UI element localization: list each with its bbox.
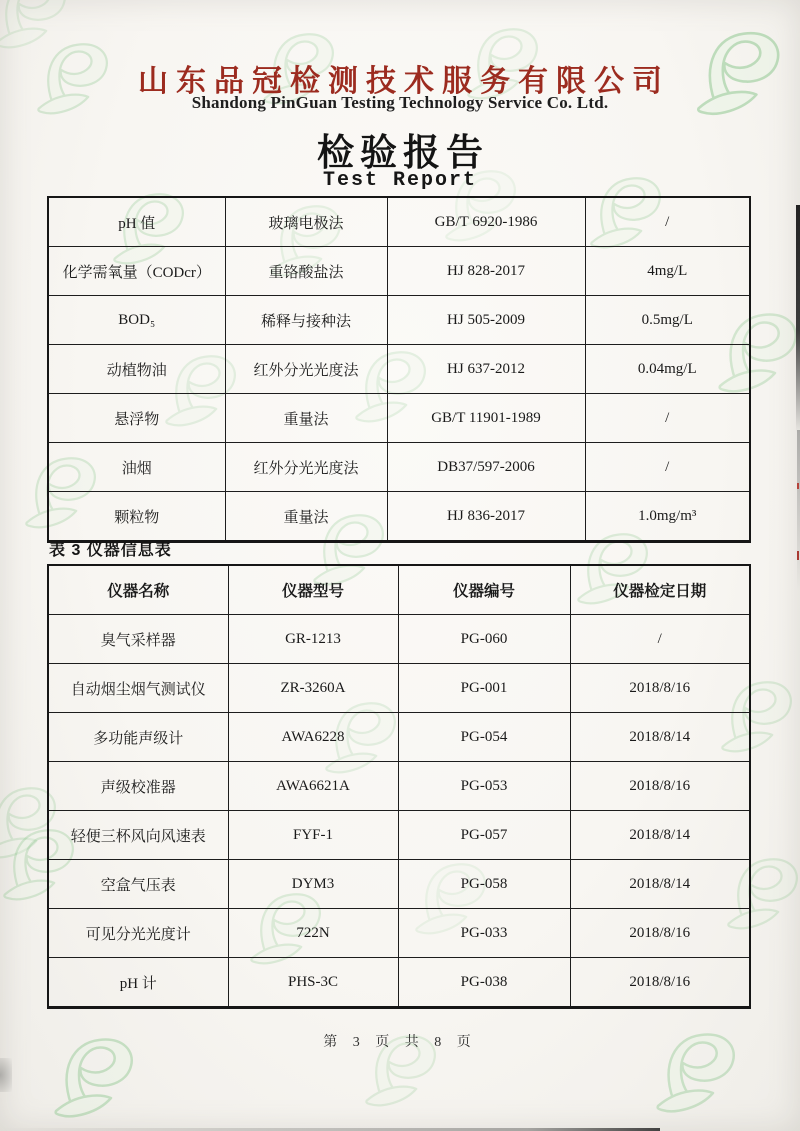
analysis-table — [47, 196, 751, 543]
column-header: 仪器名称 — [48, 565, 228, 615]
table-cell: GR-1213 — [228, 615, 398, 664]
table-row — [48, 492, 750, 542]
scan-corner-artifact — [0, 1058, 12, 1092]
table-cell: PG-001 — [398, 664, 570, 713]
table-cell: 悬浮物 — [48, 394, 225, 443]
table-cell: DB37/597-2006 — [387, 443, 585, 492]
table-cell: ZR-3260A — [228, 664, 398, 713]
table-cell: HJ 836-2017 — [387, 492, 585, 542]
company-name-cn: 山东品冠检测技术服务有限公司 — [138, 65, 670, 98]
table-row — [48, 247, 750, 296]
scan-edge-artifact — [796, 205, 800, 433]
table-cell: 重铬酸盐法 — [225, 247, 387, 296]
table-cell: 722N — [228, 909, 398, 958]
scan-edge-red-mark — [797, 551, 799, 560]
page-number: 第 3 页 共 8 页 — [323, 1035, 477, 1050]
table-cell: 多功能声级计 — [48, 713, 228, 762]
table-cell: 轻便三杯风向风速表 — [48, 811, 228, 860]
table-cell: GB/T 6920-1986 — [387, 197, 585, 247]
column-header: 仪器检定日期 — [570, 565, 750, 615]
report-title-cn: 检验报告 — [317, 133, 489, 174]
report-title-en: Test Report — [322, 169, 478, 192]
table-cell: 1.0mg/m³ — [585, 492, 750, 542]
table-cell: PG-054 — [398, 713, 570, 762]
table-row — [48, 664, 750, 713]
table-cell: 可见分光光度计 — [48, 909, 228, 958]
table-cell: 化学需氧量（CODcr） — [48, 247, 225, 296]
table-cell: 重量法 — [225, 394, 387, 443]
table-cell: 2018/8/14 — [570, 713, 750, 762]
table-cell: pH 计 — [48, 958, 228, 1008]
table-cell: / — [570, 615, 750, 664]
table-row — [48, 909, 750, 958]
table-row — [48, 394, 750, 443]
table-cell: PG-033 — [398, 909, 570, 958]
table-cell: BOD₅ — [48, 296, 225, 345]
watermark-logo-icon — [56, 1040, 132, 1117]
table-cell: 红外分光光度法 — [225, 345, 387, 394]
table-cell: 2018/8/16 — [570, 909, 750, 958]
table-header-row — [48, 565, 750, 615]
table-cell: 声级校准器 — [48, 762, 228, 811]
table-row — [48, 958, 750, 1008]
table-cell: 稀释与接种法 — [225, 296, 387, 345]
column-header: 仪器编号 — [398, 565, 570, 615]
table-row — [48, 345, 750, 394]
table-cell: 空盒气压表 — [48, 860, 228, 909]
table-cell: PG-060 — [398, 615, 570, 664]
table-cell: 2018/8/14 — [570, 860, 750, 909]
table-cell: HJ 505-2009 — [387, 296, 585, 345]
table-row — [48, 762, 750, 811]
instrument-table-caption: 表 3 仪器信息表 — [49, 542, 172, 559]
table-cell: FYF-1 — [228, 811, 398, 860]
table-cell: 4mg/L — [585, 247, 750, 296]
table-cell: 臭气采样器 — [48, 615, 228, 664]
table-row — [48, 811, 750, 860]
table-cell: / — [585, 443, 750, 492]
table-row — [48, 615, 750, 664]
table-cell: 动植物油 — [48, 345, 225, 394]
table-cell: 2018/8/14 — [570, 811, 750, 860]
table-cell: 重量法 — [225, 492, 387, 542]
table-cell: PHS-3C — [228, 958, 398, 1008]
table-cell: pH 值 — [48, 197, 225, 247]
table-cell: PG-038 — [398, 958, 570, 1008]
table-cell: HJ 637-2012 — [387, 345, 585, 394]
table-cell: DYM3 — [228, 860, 398, 909]
table-cell: 0.04mg/L — [585, 345, 750, 394]
table-cell: PG-058 — [398, 860, 570, 909]
table-row — [48, 443, 750, 492]
watermark-logo-icon — [0, 0, 65, 47]
table-cell: AWA6621A — [228, 762, 398, 811]
table-cell: 2018/8/16 — [570, 664, 750, 713]
table-cell: PG-057 — [398, 811, 570, 860]
table-cell: 红外分光光度法 — [225, 443, 387, 492]
table-cell: 2018/8/16 — [570, 762, 750, 811]
table-cell: PG-053 — [398, 762, 570, 811]
table-cell: 玻璃电极法 — [225, 197, 387, 247]
table-row — [48, 197, 750, 247]
table-cell: 自动烟尘烟气测试仪 — [48, 664, 228, 713]
table-cell: GB/T 11901-1989 — [387, 394, 585, 443]
table-cell: HJ 828-2017 — [387, 247, 585, 296]
table-row — [48, 713, 750, 762]
table-cell: AWA6228 — [228, 713, 398, 762]
instrument-table — [47, 564, 751, 1009]
scan-edge-red-mark — [797, 483, 799, 489]
table-cell: 油烟 — [48, 443, 225, 492]
table-cell: 颗粒物 — [48, 492, 225, 542]
table-row — [48, 296, 750, 345]
table-row — [48, 860, 750, 909]
table-cell: / — [585, 394, 750, 443]
column-header: 仪器型号 — [228, 565, 398, 615]
company-name-en: Shandong PinGuan Testing Technology Service Co. Ltd. — [191, 93, 609, 112]
table-cell: 0.5mg/L — [585, 296, 750, 345]
table-cell: 2018/8/16 — [570, 958, 750, 1008]
table-cell: / — [585, 197, 750, 247]
